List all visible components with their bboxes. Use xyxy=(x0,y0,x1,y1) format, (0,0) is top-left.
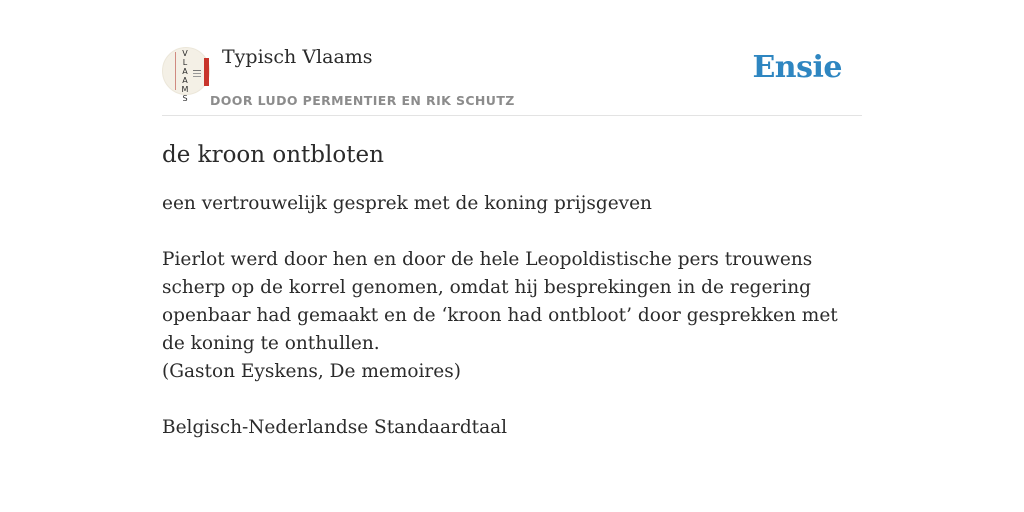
dictionary-title[interactable]: Typisch Vlaams xyxy=(222,46,373,68)
card-header xyxy=(162,40,862,116)
example-quote: Pierlot werd door hen en door de hele Leopoldistische pers trouwens scherp op de korrel genomen, omdat hij besprekingen in de regering openbaar had gemaakt en de ‘kroon had ontbloot’ door gesprekken met de koning te onthullen. xyxy=(162,249,838,354)
entry-term: de kroon ontbloten xyxy=(162,142,384,168)
cover-text-lines xyxy=(193,70,201,71)
cover-letters: V L A A M S xyxy=(181,49,189,103)
entry-category: Belgisch-Nederlandse Standaardtaal xyxy=(162,417,508,438)
cover-stripe xyxy=(204,58,209,86)
book-cover-avatar[interactable] xyxy=(162,47,210,103)
entry-example xyxy=(162,246,862,386)
example-source: (Gaston Eyskens, De memoires) xyxy=(162,361,461,382)
entry-definition: een vertrouwelijk gesprek met de koning prijsgeven xyxy=(162,193,652,214)
cover-line xyxy=(175,52,176,90)
ensie-logo[interactable]: Ensie xyxy=(752,50,842,85)
entry-card xyxy=(162,40,862,442)
author-byline: DOOR LUDO PERMENTIER EN RIK SCHUTZ xyxy=(210,93,515,108)
